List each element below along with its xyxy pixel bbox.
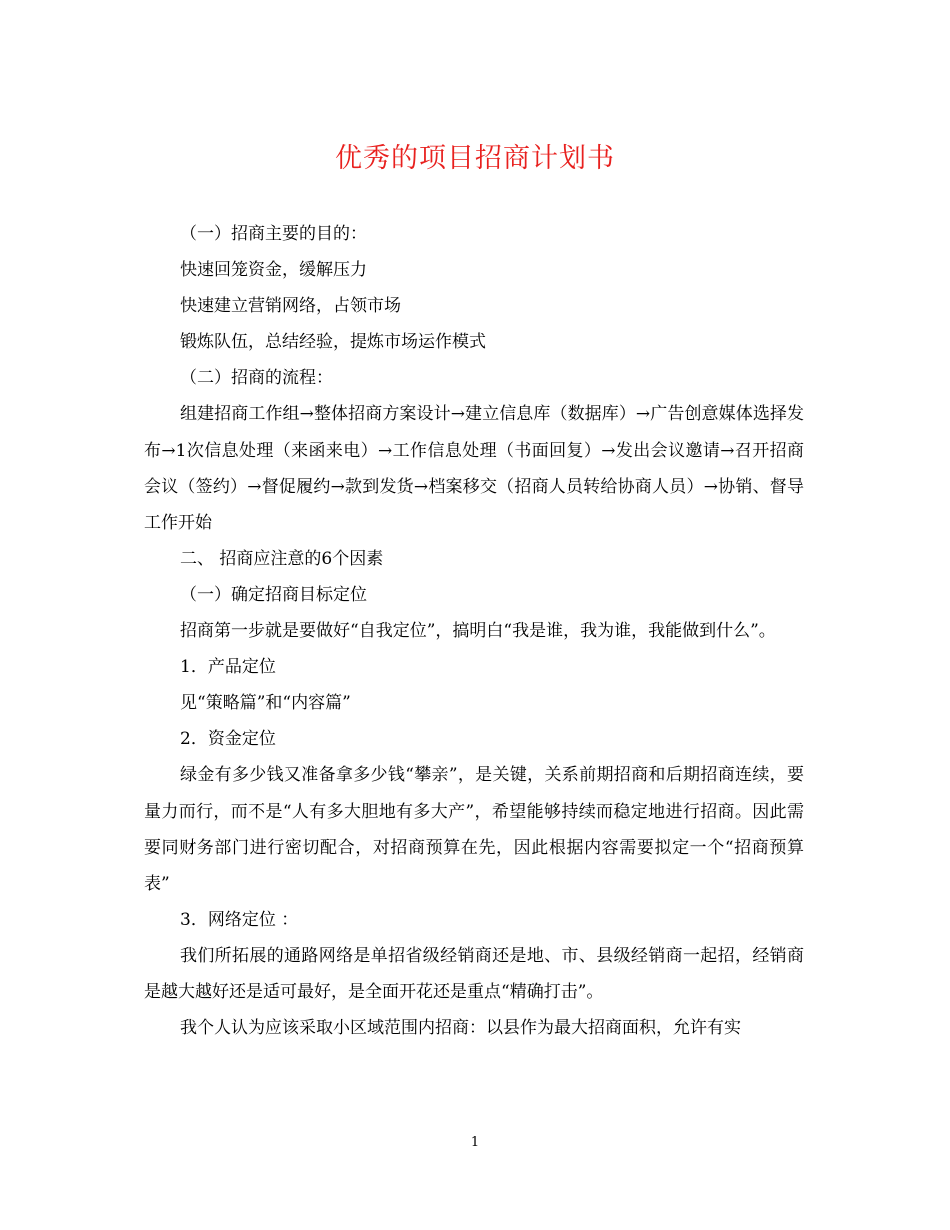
document-title: 优秀的项目招商计划书 [335, 143, 615, 174]
paragraph-15: 我们所拓展的通路网络是单招省级经销商还是地、市、县级经销商一起招，经销商是越大越好还是适可最好，是全面开花还是重点“精确打击”。 [144, 945, 804, 1002]
paragraph-3: 快速建立营销网络，占领市场 [180, 296, 401, 317]
paragraph-14: 3．网络定位 ： [180, 909, 299, 930]
page-number: 1 [470, 1135, 480, 1150]
paragraph-8: （一）确定招商目标定位 [180, 584, 367, 605]
paragraph-16: 我个人认为应该采取小区域范围内招商：以县作为最大招商面积，允许有实 [180, 1018, 741, 1039]
document-body [144, 216, 804, 1046]
paragraph-12: 2．资金定位 [180, 729, 276, 750]
paragraph-9: 招商第一步就是要做好“自我定位”，搞明白“我是谁，我为谁，我能做到什么”。 [180, 621, 776, 642]
paragraph-13: 绿金有多少钱又准备拿多少钱“攀亲”，是关键，关系前期招商和后期招商连续，要量力而行，而不是“人有多大胆地有多大产”，希望能够持续而稳定地进行招商。因此需要同财务部门进行密切配合，对招商预算在先，因此根据内容需要拟定一个“招商预算表” [144, 765, 804, 894]
paragraph-2: 快速回笼资金，缓解压力 [180, 260, 367, 281]
paragraph-4: 锻炼队伍，总结经验，提炼市场运作模式 [180, 332, 486, 353]
paragraph-7: 二、 招商应注意的6个因素 [180, 548, 384, 569]
paragraph-5: （二）招商的流程： [180, 368, 333, 389]
paragraph-11: 见“策略篇”和“内容篇” [180, 693, 351, 714]
paragraph-6: 组建招商工作组→整体招商方案设计→建立信息库（数据库）→广告创意媒体选择发布→1次信息处理（来函来电）→工作信息处理（书面回复）→发出会议邀请→召开招商会议（签约）→督促履约→款到发货→档案移交（招商人员转给协商人员）→协销、督导工作开始 [144, 404, 804, 533]
paragraph-1: （一）招商主要的目的： [180, 224, 367, 244]
paragraph-10: 1．产品定位 [180, 657, 276, 678]
